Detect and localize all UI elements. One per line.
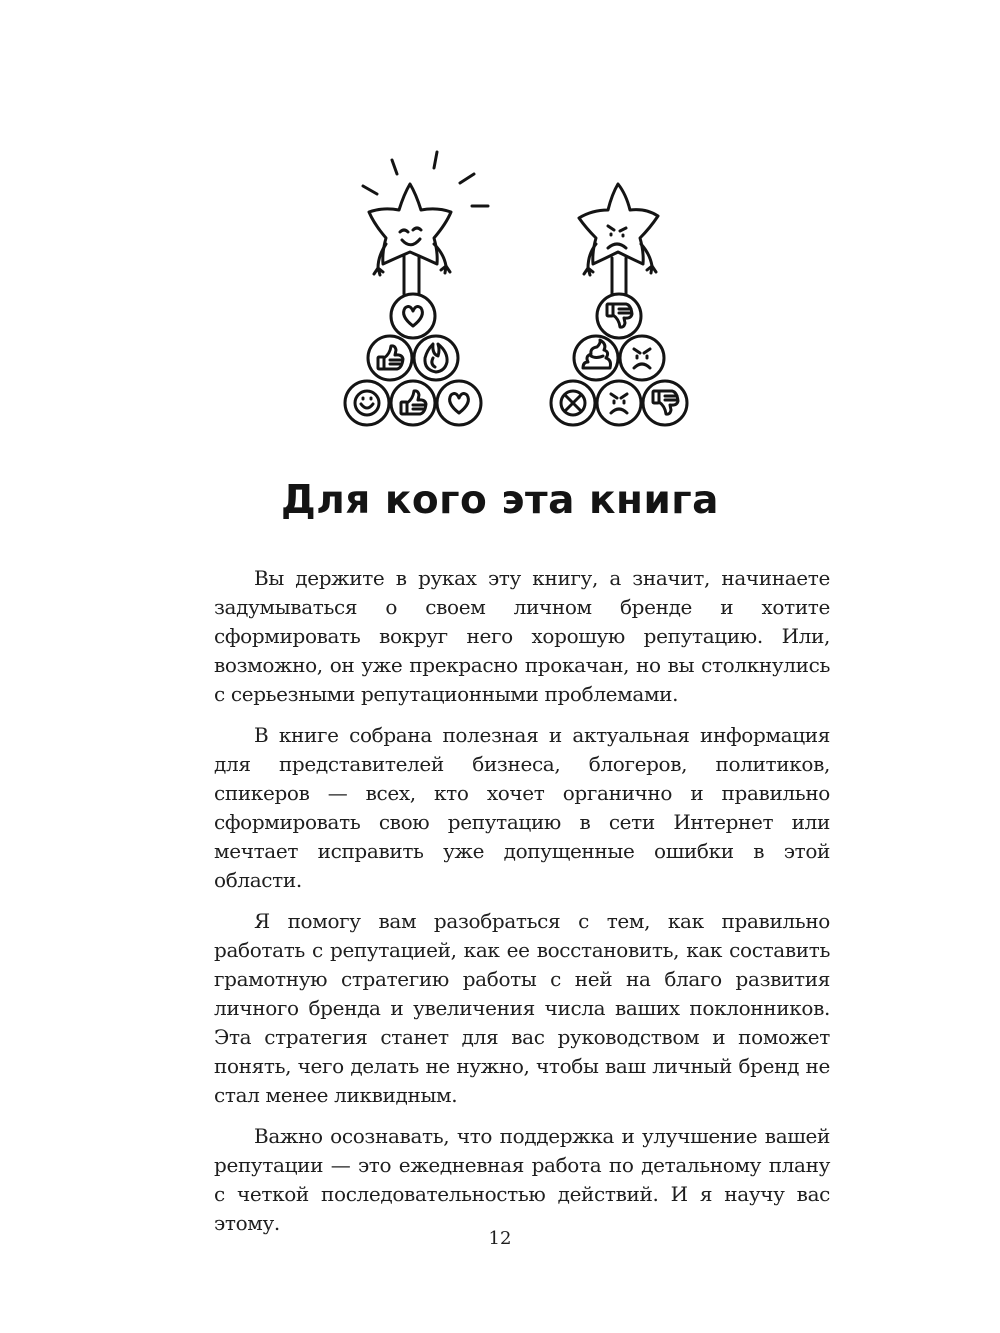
- thumbs-down-icon: [607, 304, 632, 327]
- thumbs-down-icon: [653, 391, 678, 414]
- fire-icon: [425, 344, 447, 372]
- illustration: [320, 140, 740, 440]
- page-number: 12: [488, 1228, 512, 1249]
- paragraph-3: Я помогу вам разобраться с тем, как правильно работать с репутацией, как ее восстановить, как составить грамотную стратегию работы с ней на благо развития личного бренда и увеличения числа ваших поклонников. Эта стратегия станет для вас руководством и поможет понять, чего делать не нужно, чтобы ваш личный бренд не стал менее ликвидным.: [214, 909, 830, 1107]
- chapter-title: Для кого эта книга: [281, 478, 719, 523]
- angry-face-icon: [611, 394, 627, 413]
- sparkle-rays-icon: [363, 152, 488, 206]
- body-text: [214, 564, 830, 1250]
- sad-star-figure: [551, 184, 687, 425]
- heart-icon: [450, 394, 469, 413]
- thumbs-up-icon: [401, 391, 426, 414]
- ban-icon: [561, 391, 585, 415]
- paragraph-1: Вы держите в руках эту книгу, а значит, начинаете задумываться о своем личном бренде и хотите сформировать вокруг него хорошую репутацию. Или, возможно, он уже прекрасно прокачан, но вы столкнулись с серьезными репутационными проблемами.: [214, 566, 830, 706]
- thumbs-up-icon: [378, 346, 403, 369]
- angry-face-icon: [634, 349, 650, 368]
- paragraph-4: Важно осознавать, что поддержка и улучшение вашей репутации — это ежедневная работа по детальному плану с четкой последовательностью действий. И я научу вас этому.: [214, 1124, 830, 1235]
- smiley-icon: [355, 391, 379, 415]
- heart-icon: [404, 307, 423, 326]
- poop-icon: [583, 340, 611, 368]
- happy-star-figure: [345, 152, 488, 425]
- paragraph-2: В книге собрана полезная и актуальная информация для представителей бизнеса, блогеров, политиков, спикеров — всех, кто хочет органично и правильно сформировать свою репутацию в сети Интернет или мечтает исправить уже допущенные ошибки в этой области.: [214, 723, 830, 892]
